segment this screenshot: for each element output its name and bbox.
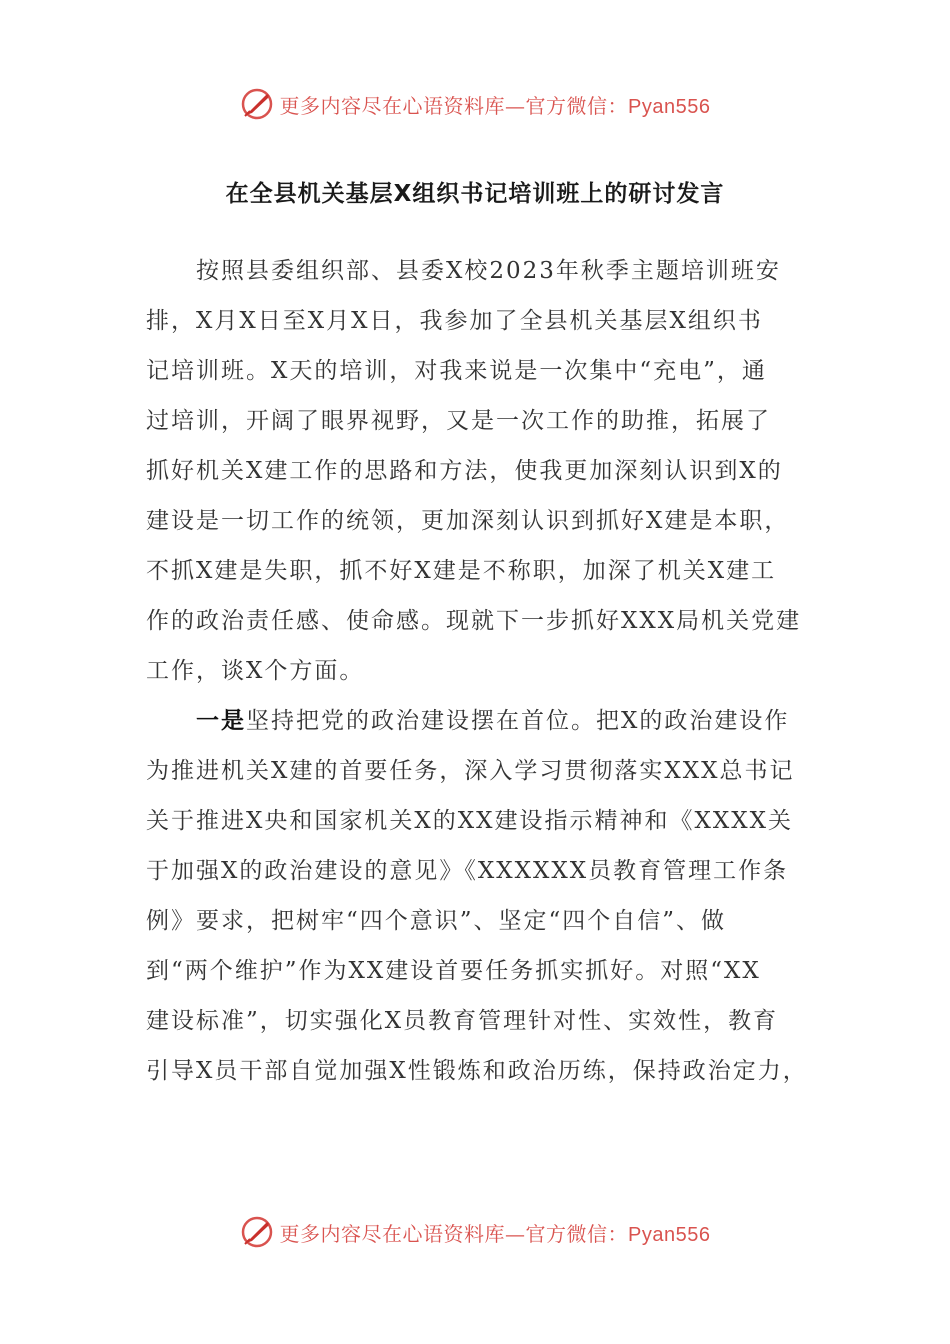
- watermark-header: [0, 84, 950, 124]
- paragraph-2-line: 引导X员干部自觉加强X性锻炼和政治历练，保持政治定力，: [146, 1058, 808, 1084]
- paragraph-1-line: 过培训，开阔了眼界视野，又是一次工作的助推，拓展了: [146, 408, 771, 434]
- paragraph-1-line: 作的政治责任感、使命感。现就下一步抓好XXX局机关党建: [146, 608, 802, 634]
- watermark-wechat-id: Pyan556: [628, 95, 711, 118]
- watermark-text: 更多内容尽在心语资料库—官方微信：Pyan556: [279, 93, 711, 118]
- document-title: 在全县机关基层X组织书记培训班上的研讨发言: [225, 181, 725, 207]
- paragraph-2-first-line: [146, 696, 806, 746]
- paragraph-2-line: 例》要求，把树牢“四个意识”、坚定“四个自信”、做: [146, 908, 727, 934]
- paragraph-1-line: 建设是一切工作的统领，更加深刻认识到抓好X建是本职，: [146, 508, 790, 534]
- paragraph-1-line: 记培训班。X天的培训，对我来说是一次集中“充电”，通: [146, 358, 767, 384]
- paragraph-1-line: 工作，谈X个方面。: [146, 658, 365, 684]
- watermark-footer: [0, 1212, 950, 1252]
- quill-logo-icon: [240, 87, 274, 121]
- paragraph-1-line: 不抓X建是失职，抓不好X建是不称职，加深了机关X建工: [146, 558, 777, 584]
- paragraph-1-line: 按照县委组织部、县委X校2023年秋季主题培训班安: [196, 258, 781, 284]
- paragraph-1-line: 排，X月X日至X月X日，我参加了全县机关基层X组织书: [146, 308, 763, 334]
- watermark-text: 更多内容尽在心语资料库—官方微信：Pyan556: [279, 1221, 711, 1246]
- paragraph-2-first-rest: 坚持把党的政治建设摆在首位。把X的政治建设作: [246, 708, 790, 734]
- quill-logo-icon: [240, 1215, 274, 1249]
- paragraph-2-line: 关于推进X央和国家机关X的XX建设指示精神和《XXXX关: [146, 808, 793, 834]
- paragraph-2-lead: 一是: [196, 707, 246, 734]
- paragraph-2-line: 到“两个维护”作为XX建设首要任务抓实抓好。对照“XX: [146, 958, 761, 984]
- document-body: [146, 246, 806, 1096]
- paragraph-2-line: 为推进机关X建的首要任务，深入学习贯彻落实XXX总书记: [146, 758, 795, 784]
- watermark-wechat-id: Pyan556: [628, 1223, 711, 1246]
- paragraph-2-line: 建设标准”，切实强化X员教育管理针对性、实效性，教育: [146, 1008, 779, 1034]
- paragraph-2-line: 于加强X的政治建设的意见》《XXXXXX员教育管理工作条: [146, 858, 789, 884]
- paragraph-1-line: 抓好机关X建工作的思路和方法，使我更加深刻认识到X的: [146, 458, 783, 484]
